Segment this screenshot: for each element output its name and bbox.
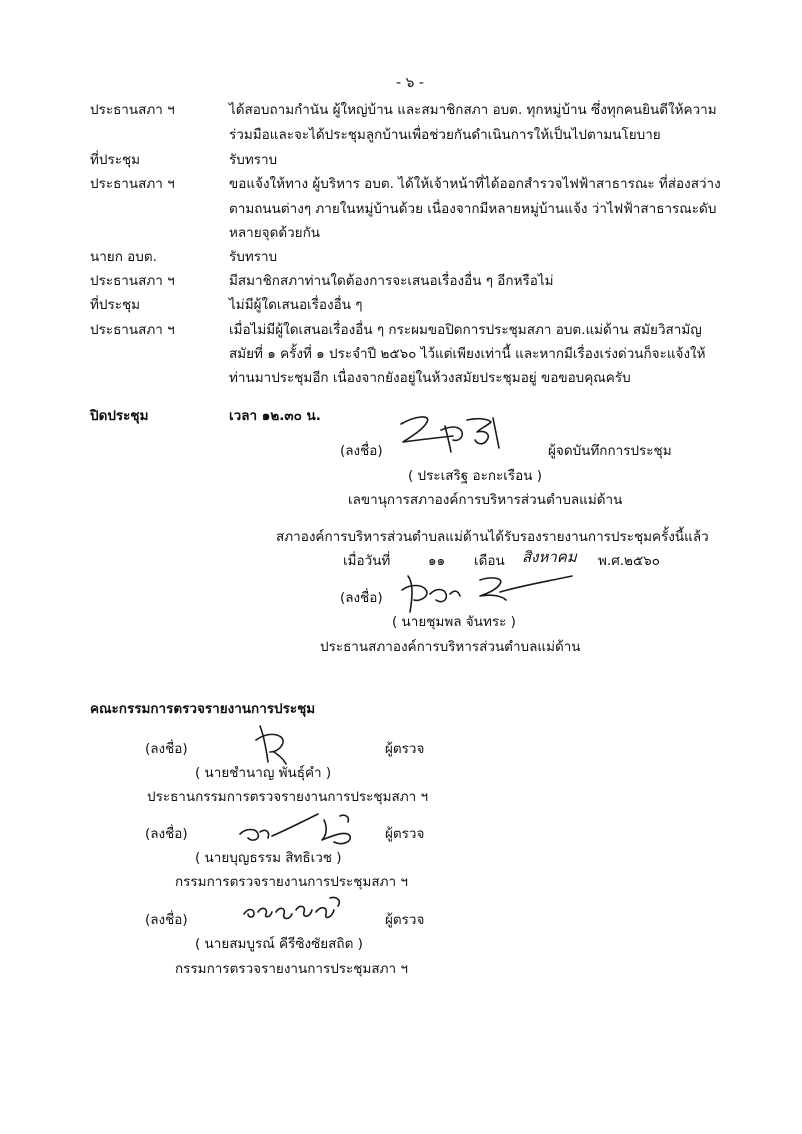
committee-signature-3	[240, 890, 350, 926]
committee-member-name: ( นายบุญธรรม สิทธิเวช )	[195, 850, 342, 866]
certification-month-handwritten: สิงหาคม	[522, 548, 577, 566]
recorder-name: ( ประเสริฐ อะกะเรือน )	[408, 468, 543, 484]
recorder-position: เลขานุการสภาองค์การบริหารส่วนตำบลแม่ด้าน	[348, 492, 623, 508]
committee-sign-prefix: (ลงชื่อ)	[145, 826, 188, 842]
recorder-signature	[395, 408, 515, 458]
committee-signature-2	[236, 806, 366, 850]
closing-time: เวลา ๑๒.๓๐ น.	[229, 408, 321, 424]
committee-role: ผู้ตรวจ	[385, 912, 425, 928]
speaker-label: ประธานสภา ฯ	[90, 322, 175, 338]
speaker-label: ประธานสภา ฯ	[90, 273, 175, 289]
certification-statement: สภาองค์การบริหารส่วนตำบลแม่ด้านได้รับรองรายงานการประชุมครั้งนี้แล้ว	[276, 529, 709, 545]
speaker-label: นายก อบต.	[90, 249, 157, 265]
minutes-text-line: รับทราบ	[229, 152, 278, 168]
minutes-text-line: ไม่มีผู้ใดเสนอเรื่องอื่น ๆ	[229, 297, 363, 313]
minutes-text-line: ได้สอบถามกำนัน ผู้ใหญ่บ้าน และสมาชิกสภา อบต. ทุกหมู่บ้าน ซึ่งทุกคนยินดีให้ความ	[229, 102, 717, 118]
chairman-position: ประธานสภาองค์การบริหารส่วนตำบลแม่ด้าน	[320, 639, 581, 655]
speaker-label: ที่ประชุม	[90, 152, 141, 168]
speaker-label: ประธานสภา ฯ	[90, 102, 175, 118]
committee-member-position: ประธานกรรมการตรวจรายงานการประชุมสภา ฯ	[147, 789, 429, 805]
page-number: - ๖ -	[396, 75, 424, 91]
minutes-text-line: มีสมาชิกสภาท่านใดต้องการจะเสนอเรื่องอื่น ๆ อีกหรือไม่	[229, 273, 554, 289]
committee-member-position: กรรมการตรวจรายงานการประชุมสภา ฯ	[175, 961, 408, 977]
minutes-text-line: ร่วมมือและจะได้ประชุมลูกบ้านเพื่อช่วยกันดำเนินการให้เป็นไปตามนโยบาย	[229, 127, 661, 143]
chairman-sign-prefix: (ลงชื่อ)	[340, 590, 383, 606]
certification-year: พ.ศ.๒๕๖๐	[598, 553, 660, 569]
committee-role: ผู้ตรวจ	[385, 741, 425, 757]
committee-sign-prefix: (ลงชื่อ)	[145, 912, 188, 928]
committee-member-position: กรรมการตรวจรายงานการประชุมสภา ฯ	[175, 874, 408, 890]
certification-day: ๑๑	[428, 553, 446, 569]
committee-member-name: ( นายสมบูรณ์ คีรีซิงซัยสถิต )	[195, 936, 363, 952]
committee-member-name: ( นายชำนาญ พันธุ์คำ )	[195, 765, 332, 781]
speaker-label: ที่ประชุม	[90, 297, 141, 313]
minutes-text-line: สมัยที่ ๑ ครั้งที่ ๑ ประจำปี ๒๕๖๐ ไว้แต่เพียงเท่านี้ และหากมีเรื่องเร่งด่วนก็จะแจ้งให้	[229, 346, 706, 362]
minutes-text-line: ตามถนนต่างๆ ภายในหมู่บ้านด้วย เนื่องจากมีหลายหมู่บ้านแจ้ง ว่าไฟฟ้าสาธารณะดับ	[229, 201, 717, 217]
speaker-label: ประธานสภา ฯ	[90, 176, 175, 192]
minutes-text-line: เมื่อไม่มีผู้ใดเสนอเรื่องอื่น ๆ กระผมขอปิดการประชุมสภา อบต.แม่ด้าน สมัยวิสามัญ	[229, 322, 702, 338]
committee-heading: คณะกรรมการตรวจรายงานการประชุม	[90, 701, 316, 717]
minutes-text-line: รับทราบ	[229, 249, 278, 265]
chairman-name: ( นายชุมพล จันทระ )	[392, 614, 516, 630]
minutes-text-line: หลายจุดด้วยกัน	[229, 225, 320, 241]
minutes-text-line: ขอแจ้งให้ทาง ผู้บริหาร อบต. ได้ให้เจ้าหน้าที่ได้ออกสำรวจไฟฟ้าสาธารณะ ที่ส่องสว่าง	[229, 176, 721, 192]
certification-month-prefix: เดือน	[474, 553, 505, 569]
closing-label: ปิดประชุม	[90, 408, 149, 424]
minutes-text-line: ท่านมาประชุมอีก เนื่องจากยังอยู่ในห้วงสมัยประชุมอยู่ ขอขอบคุณครับ	[229, 370, 631, 386]
recorder-role: ผู้จดบันทึกการประชุม	[548, 443, 672, 459]
certification-date-prefix: เมื่อวันที่	[343, 553, 391, 569]
recorder-sign-prefix: (ลงชื่อ)	[340, 443, 383, 459]
committee-signature-1	[252, 722, 292, 766]
committee-role: ผู้ตรวจ	[385, 826, 425, 842]
committee-sign-prefix: (ลงชื่อ)	[145, 741, 188, 757]
